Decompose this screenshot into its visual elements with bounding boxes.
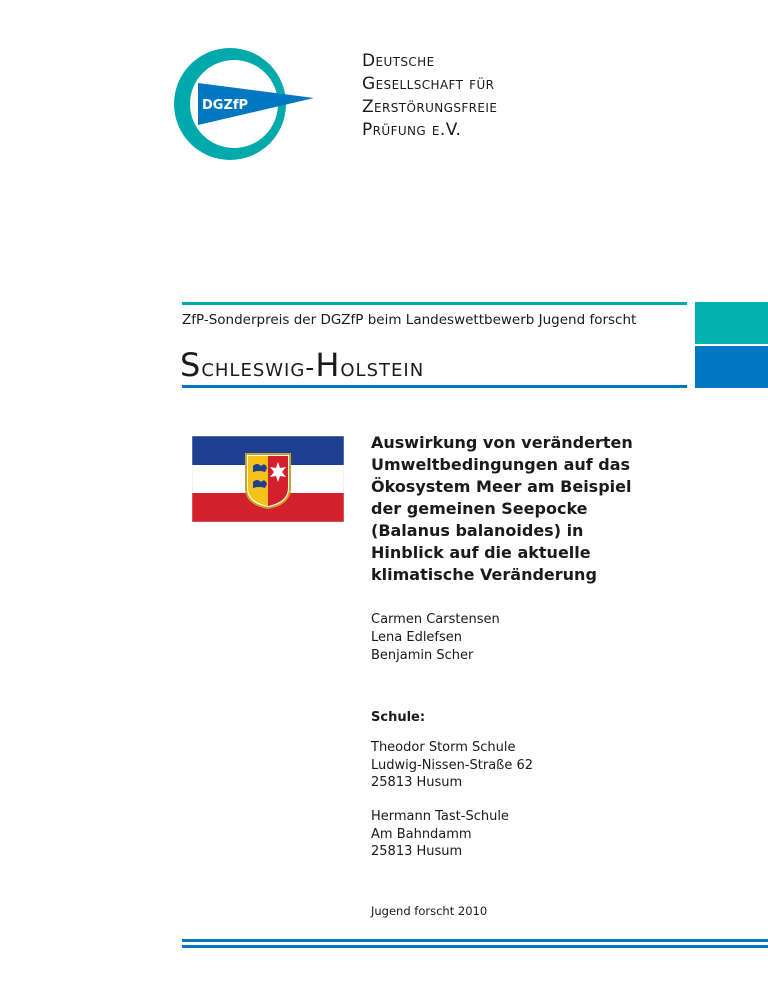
middle-divider <box>182 385 687 388</box>
org-line-2: Gesellschaft für <box>362 74 495 94</box>
title-line: (Balanus balanoides) in <box>371 521 584 540</box>
org-line-3: Zerstörungsfreie <box>362 97 498 117</box>
school-line: Ludwig-Nissen-Straße 62 <box>371 757 534 773</box>
title-line: Ökosystem Meer am Beispiel <box>371 477 632 496</box>
author-list <box>371 611 500 665</box>
bottom-divider-1 <box>182 939 768 942</box>
school-address-1 <box>371 739 533 792</box>
teal-accent-block <box>695 302 768 344</box>
organization-name <box>362 50 497 142</box>
dgzfp-logo-icon <box>168 36 316 172</box>
author-name: Lena Edlefsen <box>371 630 463 645</box>
region-initial-2: H <box>315 346 341 384</box>
region-part-2: olstein <box>340 353 425 382</box>
bottom-divider-2 <box>182 945 768 948</box>
author-name: Carmen Carstensen <box>371 612 500 627</box>
logo-text: DGZfP <box>202 98 249 113</box>
region-heading <box>180 346 424 384</box>
region-initial-1: S <box>180 346 202 384</box>
schleswig-holstein-flag-icon <box>192 436 344 522</box>
competition-year: Jugend forscht 2010 <box>371 904 488 918</box>
region-part-1: chleswig- <box>201 353 316 382</box>
school-line: 25813 Husum <box>371 775 463 790</box>
title-line: Hinblick auf die aktuelle <box>371 543 591 562</box>
title-line: Auswirkung von veränderten <box>371 433 633 452</box>
school-address-2 <box>371 808 509 861</box>
org-line-4: Prüfung e.V. <box>362 120 462 140</box>
school-line: Hermann Tast-Schule <box>371 809 509 824</box>
prize-title: ZfP-Sonderpreis der DGZfP beim Landeswettbewerb Jugend forscht <box>182 312 637 328</box>
project-title <box>371 432 691 586</box>
school-label: Schule: <box>371 710 426 725</box>
top-divider <box>182 302 687 305</box>
title-line: klimatische Veränderung <box>371 565 597 584</box>
title-line: der gemeinen Seepocke <box>371 499 588 518</box>
school-line: Theodor Storm Schule <box>371 740 516 755</box>
school-line: Am Bahndamm <box>371 826 472 842</box>
title-line: Umweltbedingungen auf das <box>371 455 631 474</box>
author-name: Benjamin Scher <box>371 648 474 663</box>
blue-accent-block <box>695 346 768 388</box>
org-line-1: Deutsche <box>362 51 435 71</box>
school-line: 25813 Husum <box>371 844 463 859</box>
